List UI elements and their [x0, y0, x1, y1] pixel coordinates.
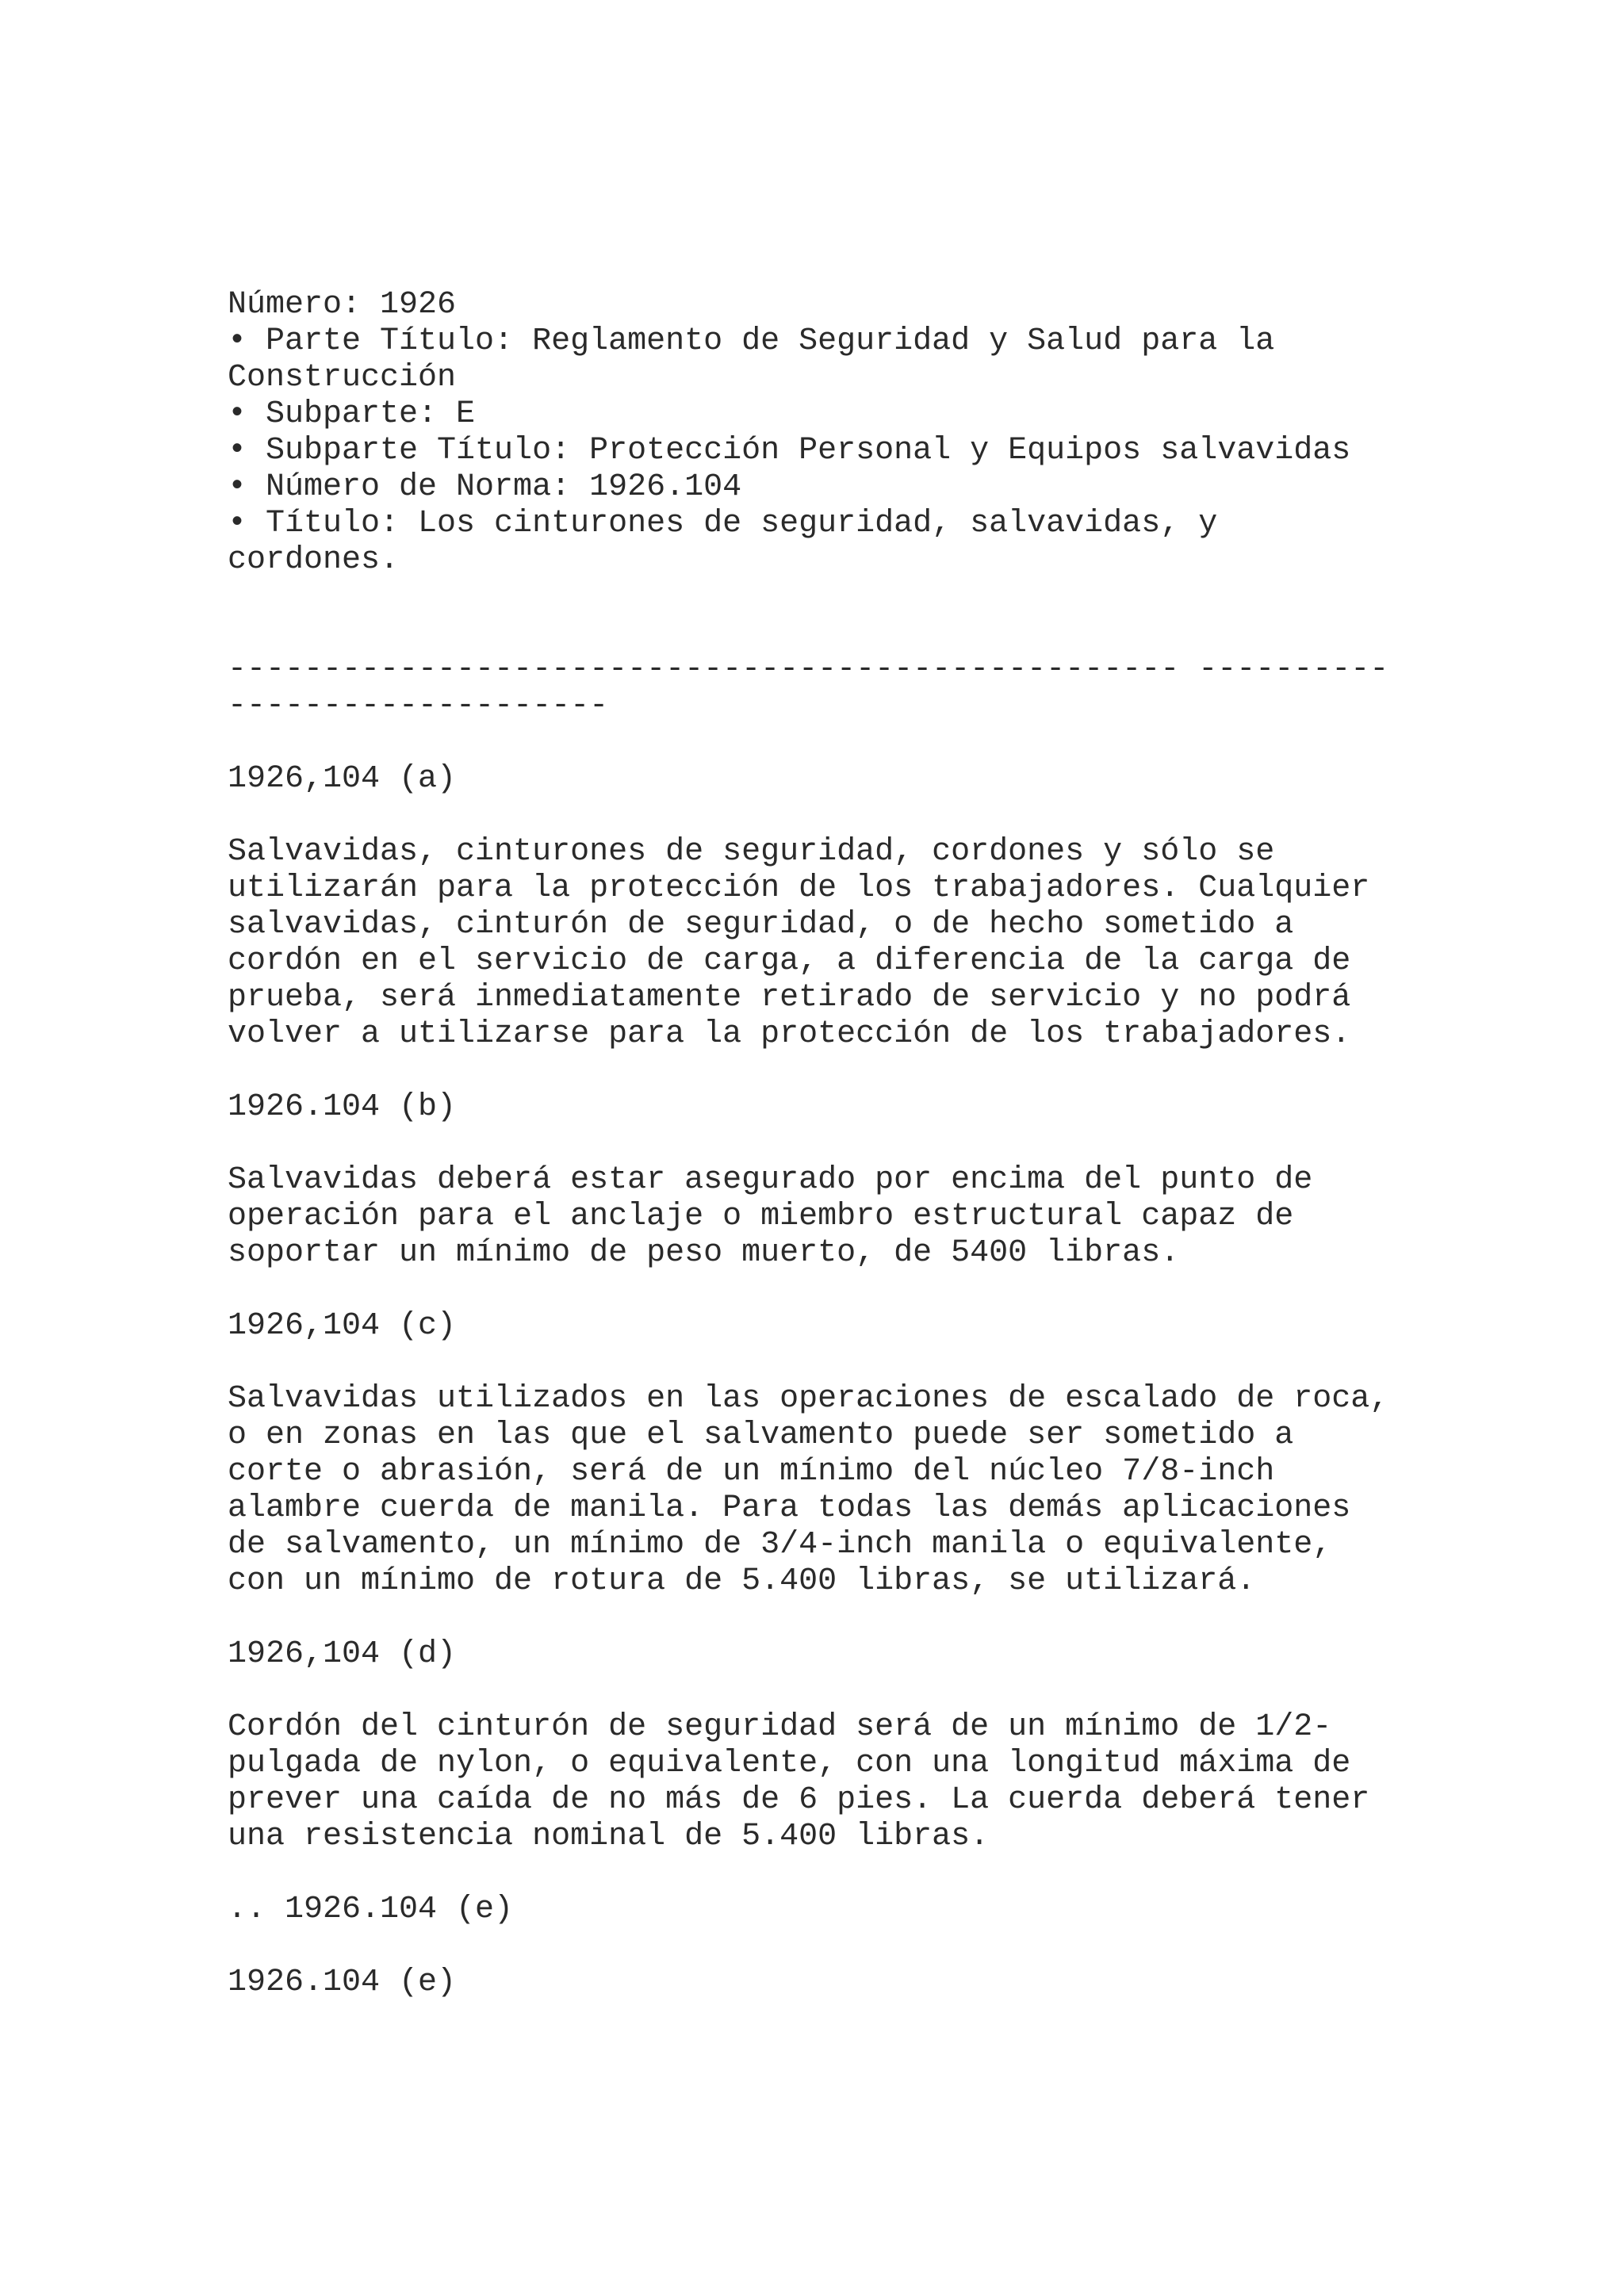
paragraph-line: Salvavidas utilizados en las operaciones de escalado de roca, — [228, 1381, 1389, 1417]
header-titulo: • Título: Los cinturones de seguridad, salvavidas, y — [228, 506, 1218, 541]
paragraph-line: cordón en el servicio de carga, a diferencia de la carga de — [228, 943, 1351, 979]
paragraph-line: volver a utilizarse para la protección de los trabajadores. — [228, 1016, 1351, 1052]
separator-line-cont: -------------------- — [228, 688, 609, 724]
paragraph-line: Salvavidas, cinturones de seguridad, cordones y sólo se — [228, 834, 1275, 870]
paragraph-line: salvavidas, cinturón de seguridad, o de hecho sometido a — [228, 907, 1294, 943]
separator-line: -------------------------------------------------- ---------- — [228, 652, 1389, 687]
paragraph-line: pulgada de nylon, o equivalente, con una longitud máxima de — [228, 1746, 1351, 1781]
header-numero-norma: • Número de Norma: 1926.104 — [228, 469, 742, 505]
section-body-c — [228, 1381, 1417, 1600]
paragraph-line: de salvamento, un mínimo de 3/4-inch manila o equivalente, — [228, 1527, 1332, 1563]
document-body — [228, 287, 1417, 2001]
paragraph-line: Salvavidas deberá estar asegurado por encima del punto de — [228, 1162, 1313, 1198]
section-body-b — [228, 1162, 1417, 1272]
header-titulo-cont: cordones. — [228, 542, 400, 578]
paragraph-line: prever una caída de no más de 6 pies. La cuerda deberá tener — [228, 1782, 1370, 1818]
section-heading-d: 1926,104 (d) — [228, 1636, 457, 1672]
header-parte-titulo: • Parte Título: Reglamento de Seguridad y Salud para la — [228, 323, 1275, 359]
header-parte-titulo-cont: Construcción — [228, 360, 457, 396]
section-heading-a: 1926,104 (a) — [228, 761, 457, 797]
paragraph-line: utilizarán para la protección de los trabajadores. Cualquier — [228, 871, 1370, 906]
paragraph-line: soportar un mínimo de peso muerto, de 5400 libras. — [228, 1235, 1180, 1271]
header-subparte: • Subparte: E — [228, 396, 476, 432]
section-body-d — [228, 1709, 1417, 1855]
paragraph-line: corte o abrasión, será de un mínimo del núcleo 7/8-inch — [228, 1454, 1275, 1490]
header-numero: Número: 1926 — [228, 287, 457, 323]
section-heading-c: 1926,104 (c) — [228, 1308, 457, 1344]
paragraph-line: operación para el anclaje o miembro estructural capaz de — [228, 1199, 1294, 1234]
paragraph-line: con un mínimo de rotura de 5.400 libras, se utilizará. — [228, 1563, 1256, 1599]
paragraph-line: alambre cuerda de manila. Para todas las demás aplicaciones — [228, 1490, 1351, 1526]
section-link-e: .. 1926.104 (e) — [228, 1892, 514, 1927]
paragraph-line: o en zonas en las que el salvamento puede ser sometido a — [228, 1418, 1294, 1453]
header-subparte-titulo: • Subparte Título: Protección Personal y Equipos salvavidas — [228, 433, 1351, 469]
section-body-a — [228, 834, 1417, 1053]
paragraph-line: Cordón del cinturón de seguridad será de un mínimo de 1/2- — [228, 1709, 1332, 1745]
paragraph-line: una resistencia nominal de 5.400 libras. — [228, 1819, 990, 1854]
section-heading-b: 1926.104 (b) — [228, 1089, 457, 1125]
section-heading-e: 1926.104 (e) — [228, 1965, 457, 2000]
paragraph-line: prueba, será inmediatamente retirado de servicio y no podrá — [228, 980, 1351, 1016]
